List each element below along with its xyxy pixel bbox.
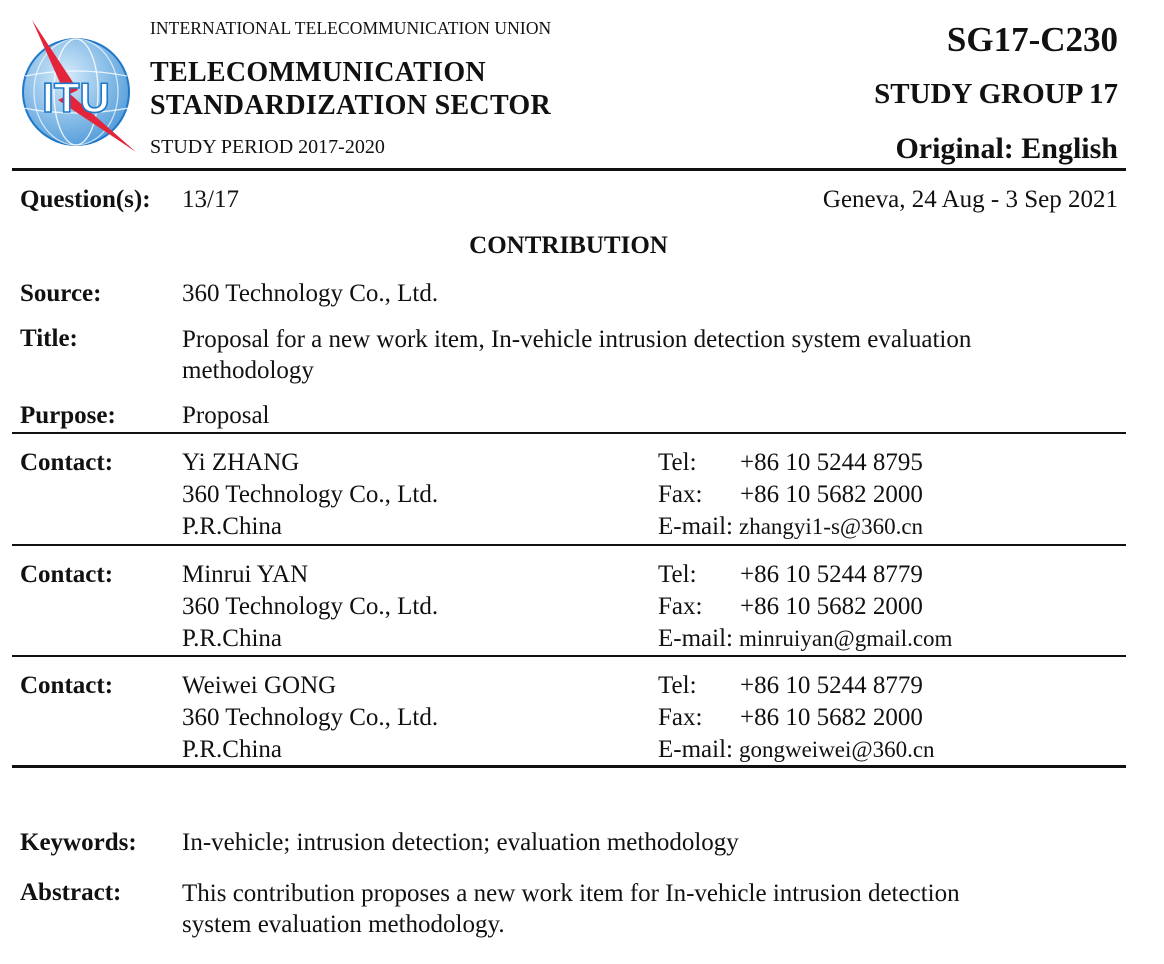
header-divider [12,168,1126,171]
purpose-value: Proposal [182,402,270,429]
sector-line-2: STANDARDIZATION SECTOR [150,90,552,121]
contact-channels [658,447,923,543]
tel-label: Tel: [658,561,697,588]
source-value: 360 Technology Co., Ltd. [182,280,439,307]
contact-organization: 360 Technology Co., Ltd. [182,704,439,731]
title-line-1: Proposal for a new work item, In-vehicle intrusion detection system evaluation [182,326,972,353]
contact-divider [12,655,1126,657]
email-link[interactable]: minruiyan@gmail.com [738,626,953,651]
abstract-text [182,878,960,940]
contact-details [182,670,438,766]
svg-text:ITU: ITU [42,74,110,121]
contact-country: P.R.China [182,513,283,540]
contact-organization: 360 Technology Co., Ltd. [182,593,439,620]
email-row [658,734,935,766]
email-label: E-mail: [658,625,733,652]
fax-row [658,702,935,734]
email-link[interactable]: gongweiwei@360.cn [738,737,935,762]
abstract-line-2: system evaluation methodology. [182,911,505,938]
tel-label: Tel: [658,449,697,476]
document-type: CONTRIBUTION [469,232,668,259]
tel-value: +86 10 5244 8779 [740,561,923,588]
contact-name: Weiwei GONG [182,672,337,699]
purpose-label: Purpose: [20,402,116,429]
contact-label: Contact: [20,672,114,699]
email-label: E-mail: [658,736,733,763]
contact-channels [658,559,952,655]
contact-channels [658,670,935,766]
contact-label: Contact: [20,449,114,476]
organization-name: INTERNATIONAL TELECOMMUNICATION UNION [150,18,552,38]
contact-details [182,559,438,655]
sector-line-1: TELECOMMUNICATION [150,57,486,88]
study-group: STUDY GROUP 17 [874,78,1118,110]
tel-value: +86 10 5244 8779 [740,672,923,699]
contact-country: P.R.China [182,736,283,763]
fax-label: Fax: [658,481,703,508]
tel-row [658,447,923,479]
keywords-label: Keywords: [20,829,137,856]
contact-name: Minrui YAN [182,561,309,588]
questions-label: Question(s): [20,186,151,213]
fax-row [658,479,923,511]
email-row [658,623,952,655]
meeting-venue: Geneva, 24 Aug - 3 Sep 2021 [822,186,1118,213]
tel-value: +86 10 5244 8795 [740,449,923,476]
sector-name [150,56,551,122]
keywords-value: In-vehicle; intrusion detection; evaluation methodology [182,829,739,856]
fax-row [658,591,952,623]
email-label: E-mail: [658,513,733,540]
contact-organization: 360 Technology Co., Ltd. [182,481,439,508]
study-period: STUDY PERIOD 2017-2020 [150,136,385,158]
abstract-label: Abstract: [20,879,122,906]
source-label: Source: [20,280,102,307]
tel-label: Tel: [658,672,697,699]
contact-country: P.R.China [182,625,283,652]
tel-row [658,559,952,591]
questions-value: 13/17 [182,186,239,213]
fax-value: +86 10 5682 2000 [740,704,923,731]
meta-divider [12,432,1126,434]
contact-name: Yi ZHANG [182,449,300,476]
email-row [658,511,923,543]
fax-value: +86 10 5682 2000 [740,593,923,620]
original-language: Original: English [895,132,1118,165]
abstract-line-1: This contribution proposes a new work item for In-vehicle intrusion detection [182,880,960,907]
title-label: Title: [20,325,78,352]
contact-details [182,447,438,543]
tel-row [658,670,935,702]
contact-divider [12,544,1126,546]
contact-label: Contact: [20,561,114,588]
fax-label: Fax: [658,593,703,620]
contacts-end-divider [12,765,1126,768]
email-link[interactable]: zhangyi1-s@360.cn [738,514,924,539]
fax-value: +86 10 5682 2000 [740,481,923,508]
title-line-2: methodology [182,357,314,384]
fax-label: Fax: [658,704,703,731]
title-value [182,324,971,386]
document-id: SG17-C230 [946,20,1118,59]
itu-logo-icon [18,16,142,156]
